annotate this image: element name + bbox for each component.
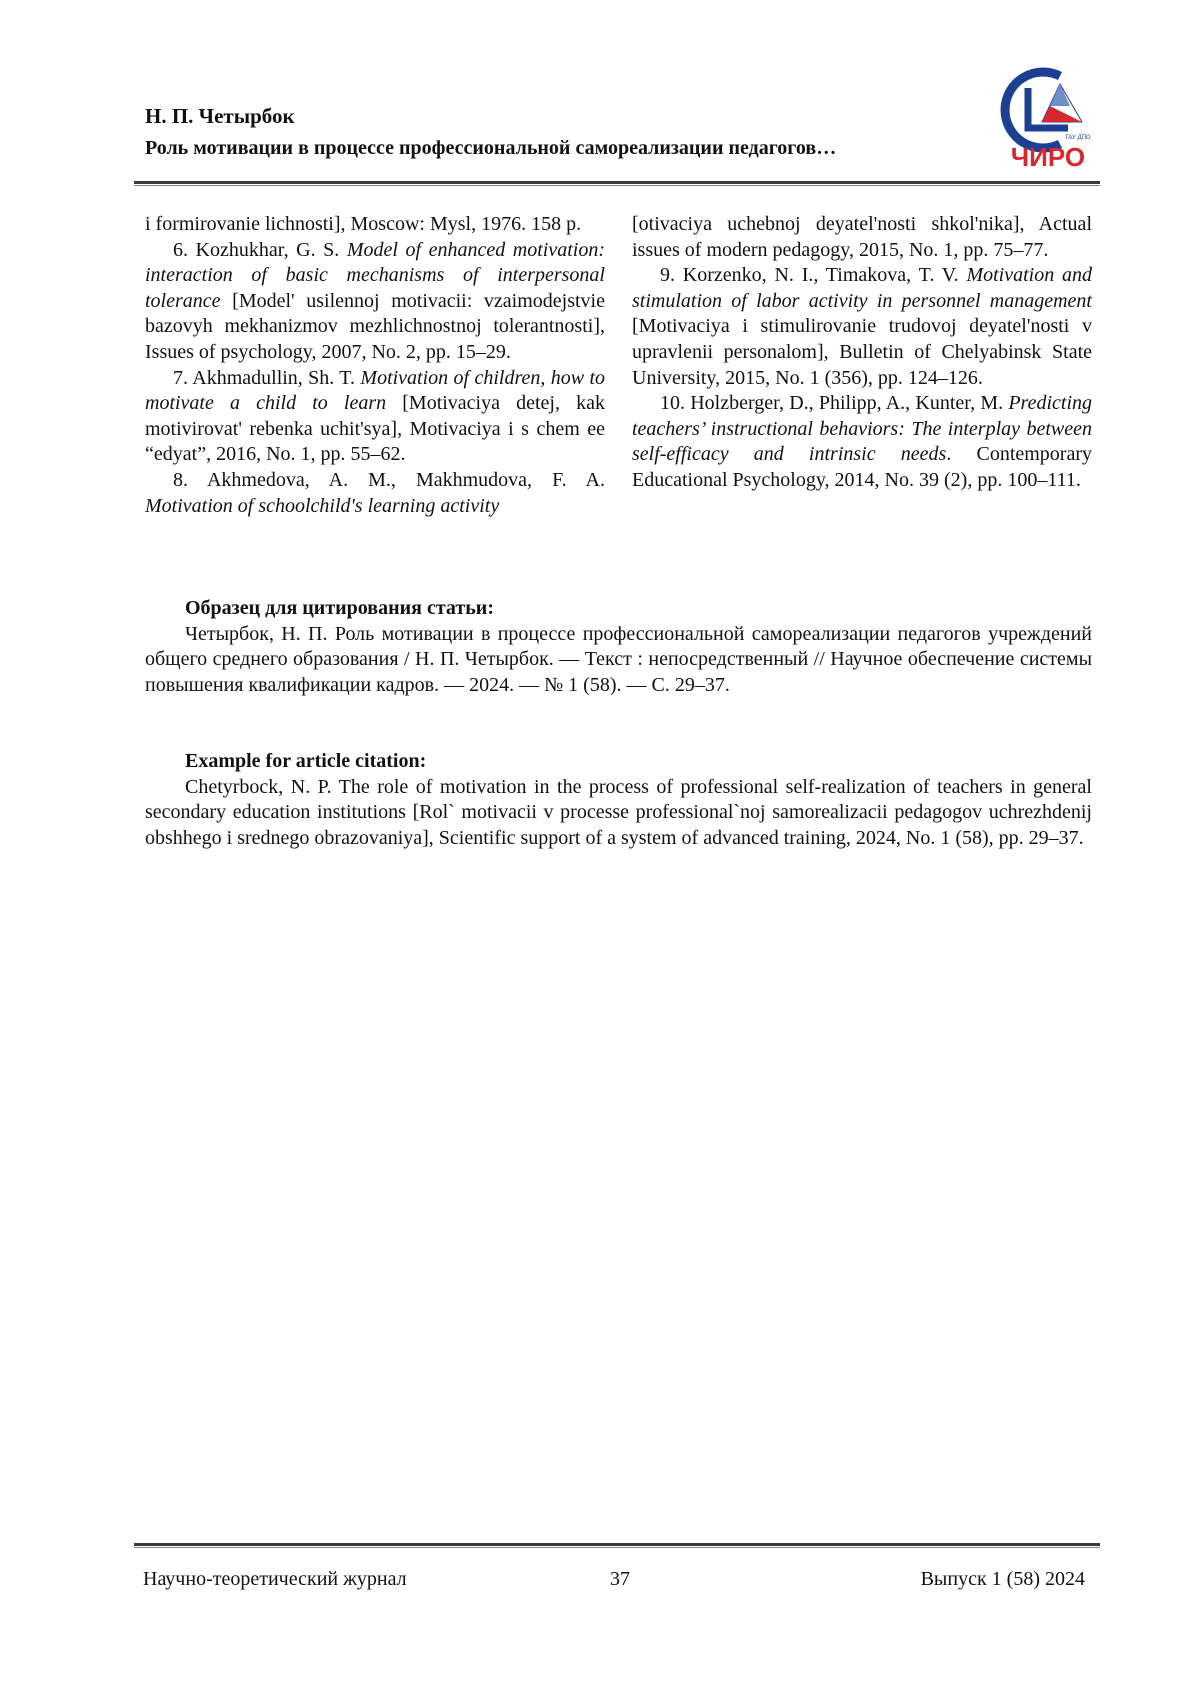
footer-page-number: 37 <box>600 1566 640 1592</box>
citation-english <box>145 749 1092 851</box>
reference-6: 6. Kozhukhar, G. S. Model of enhanced motivation: interaction of basic mechanisms of interpersonal tolerance [Model' usilennoj motivacii: vzaimodejstvie bazovyh mekhanizmov mezhlichnostnoj tolerantnosti], Issues of psychology, 2007, No. 2, pp. 15–29. <box>145 238 605 366</box>
header-rule <box>134 181 1100 184</box>
header-rule-thin <box>134 185 1100 186</box>
references-right-column <box>632 212 1092 494</box>
reference-continuation: i formirovanie lichnosti], Moscow: Mysl, 1976. 158 p. <box>145 212 605 238</box>
running-header <box>145 102 895 162</box>
logo-text: ЧИРО <box>1011 142 1085 172</box>
chiro-logo-icon <box>998 66 1098 176</box>
footer-journal: Научно-теоретический журнал <box>143 1566 407 1592</box>
header-author: Н. П. Четырбок <box>145 102 895 130</box>
reference-8-continuation: [otivaciya uchebnoj deyatel'nosti shkol'nika], Actual issues of modern pedagogy, 2015, No. 1, pp. 75–77. <box>632 212 1092 263</box>
logo-small-text: ГАУ ДПО <box>1065 135 1090 141</box>
references-left-column <box>145 212 605 519</box>
reference-7: 7. Akhmadullin, Sh. T. Motivation of children, how to motivate a child to learn [Motivaciya detej, kak motivirovat' rebenka uchit'sya], Motivaciya i s chem ee “edyat”, 2016, No. 1, pp. 55–62. <box>145 366 605 468</box>
reference-8: 8. Akhmedova, A. M., Makhmudova, F. A. Motivation of schoolchild's learning activity <box>145 468 605 519</box>
header-article-title: Роль мотивации в процессе профессиональной самореализации педагогов… <box>145 134 895 162</box>
citation-en-text: Chetyrbock, N. P. The role of motivation in the process of professional self-realization of teachers in general secondary education institutions [Rol` motivacii v processe professional`noj samorealizacii pedagogov uchrezhdenij obshhego i srednego obrazovaniya], Scientific support of a system of advanced training, 2024, No. 1 (58), pp. 29–37. <box>145 775 1092 852</box>
citation-ru-text: Четырбок, Н. П. Роль мотивации в процессе профессиональной самореализации педагогов учреждений общего среднего образования / Н. П. Четырбок. — Текст : непосредственный // Научное обеспечение системы повышения квалификации кадров. — 2024. — № 1 (58). — С. 29–37. <box>145 622 1092 699</box>
citation-ru-heading: Образец для цитирования статьи: <box>145 596 1092 622</box>
reference-9: 9. Korzenko, N. I., Timakova, T. V. Motivation and stimulation of labor activity in personnel management [Motivaciya i stimulirovanie trudovoj deyatel'nosti v upravlenii personalom], Bulletin of Chelyabinsk State University, 2015, No. 1 (356), pp. 124–126. <box>632 263 1092 391</box>
footer-issue: Выпуск 1 (58) 2024 <box>921 1566 1085 1592</box>
footer-rule-thin <box>134 1547 1100 1548</box>
reference-10: 10. Holzberger, D., Philipp, A., Kunter, M. Predicting teachers’ instructional behaviors: The interplay between self-efficacy and intrinsic needs. Contemporary Educational Psychology, 2014, No. 39 (2), pp. 100–111. <box>632 391 1092 493</box>
footer-rule <box>134 1543 1100 1546</box>
citation-russian <box>145 596 1092 698</box>
citation-en-heading: Example for article citation: <box>145 749 1092 775</box>
